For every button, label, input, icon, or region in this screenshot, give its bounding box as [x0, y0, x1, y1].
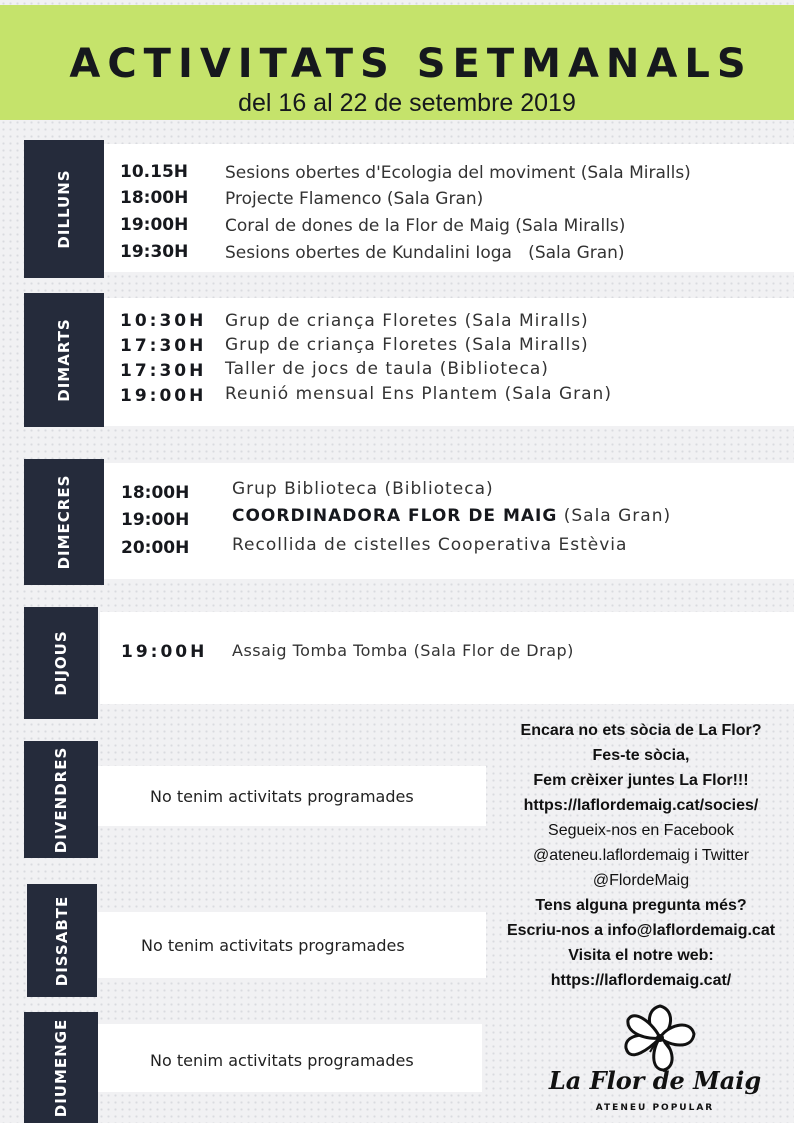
day-label: DIVENDRES	[52, 746, 70, 853]
website-link[interactable]: https://laflordemaig.cat/	[550, 972, 732, 989]
no-activities-note: No tenim activitats programades	[150, 1051, 414, 1070]
info-slogan: Fem crèixer juntes La Flor!!!	[533, 772, 749, 789]
website-label: Visita el notre web:	[568, 947, 714, 964]
activity-highlight: COORDINADORA FLOR DE MAIG	[232, 506, 558, 526]
activity: Coral de dones de la Flor de Maig (Sala Miralls)	[225, 216, 626, 236]
activity: Taller de jocs de taula (Biblioteca)	[225, 359, 549, 379]
day-label: DIUMENGE	[52, 1018, 70, 1117]
info-invite: Fes-te sòcia,	[592, 747, 690, 764]
day-label: DIMECRES	[55, 474, 73, 570]
activity: Grup de criança Floretes (Sala Miralls)	[225, 311, 589, 331]
time: 19:30H	[120, 242, 189, 262]
activity: Grup de criança Floretes (Sala Miralls)	[225, 335, 589, 355]
page-title: ACTIVITATS SETMANALS	[69, 41, 753, 87]
time: 17:30H	[120, 361, 207, 381]
day-tab-dissabte	[27, 884, 97, 997]
day-label: DISSABTE	[53, 895, 71, 986]
time: 19:00H	[121, 510, 190, 530]
activity: Sesions obertes d'Ecologia del moviment (Sala Miralls)	[225, 163, 691, 183]
logo-name: La Flor de Maig	[548, 1066, 762, 1095]
activity	[232, 506, 671, 526]
day-label: DIMARTS	[55, 318, 73, 402]
questions-text: Tens alguna pregunta més?	[535, 897, 747, 914]
facebook-text: Segueix-nos en Facebook	[548, 822, 734, 839]
day-tab-divendres	[24, 741, 98, 858]
activity: Assaig Tomba Tomba (Sala Flor de Drap)	[232, 641, 574, 660]
day-label: DILLUNS	[55, 169, 73, 249]
day-tab-dijous	[24, 607, 98, 719]
time: 19:00H	[120, 215, 189, 235]
time: 10.15H	[120, 162, 188, 182]
day-tab-diumenge	[24, 1012, 98, 1123]
time: 18:00H	[121, 483, 190, 503]
day-tab-dimecres	[24, 459, 104, 585]
time: 10:30H	[120, 311, 207, 331]
time: 19:00H	[121, 642, 208, 662]
social-handles: @ateneu.laflordemaig i Twitter	[532, 847, 750, 864]
day-label: DIJOUS	[52, 630, 70, 696]
twitter-handle: @FlordeMaig	[592, 872, 690, 889]
activity-room: (Sala Gran)	[557, 506, 672, 526]
logo	[548, 1002, 762, 1122]
logo-tagline: ATENEU POPULAR	[595, 1103, 715, 1113]
activity: Recollida de cistelles Cooperativa Estèvia	[232, 535, 628, 555]
info-question: Encara no ets sòcia de La Flor?	[520, 722, 762, 739]
no-activities-note: No tenim activitats programades	[150, 787, 414, 806]
time: 17:30H	[120, 336, 207, 356]
time: 20:00H	[121, 538, 190, 558]
activity: Grup Biblioteca (Biblioteca)	[232, 479, 494, 499]
day-tab-dilluns	[24, 140, 104, 278]
date-range: del 16 al 22 de setembre 2019	[238, 89, 576, 117]
no-activities-note: No tenim activitats programades	[141, 936, 405, 955]
time: 18:00H	[120, 188, 189, 208]
day-tab-dimarts	[24, 293, 104, 427]
activity: Reunió mensual Ens Plantem (Sala Gran)	[225, 384, 612, 404]
activity: Projecte Flamenco (Sala Gran)	[225, 189, 484, 209]
header-banner	[0, 5, 794, 120]
flower-icon	[620, 1002, 700, 1074]
contact-email[interactable]: Escriu-nos a info@laflordemaig.cat	[506, 922, 776, 939]
membership-info	[488, 718, 794, 993]
time: 19:00H	[120, 386, 207, 406]
activity: Sesions obertes de Kundalini Ioga (Sala Gran)	[225, 243, 625, 263]
members-link[interactable]: https://laflordemaig.cat/socies/	[523, 797, 759, 814]
